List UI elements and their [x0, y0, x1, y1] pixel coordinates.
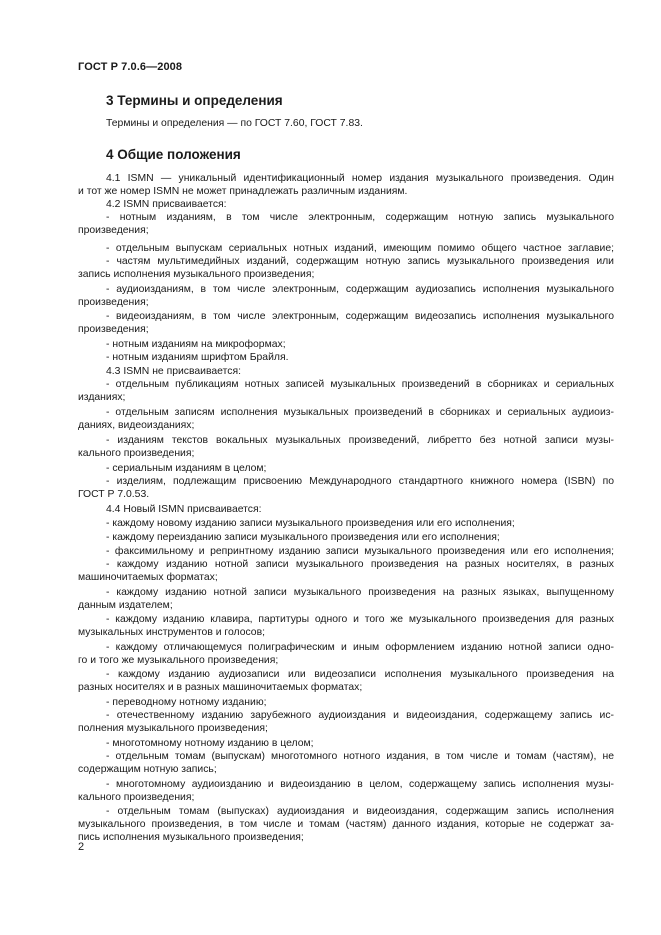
list-item-line: - каждому изданию нотной записи музыкального произведения на разных носителях, в разных — [106, 559, 614, 570]
list-item-line: - изданиям текстов вокальных музыкальных произведений, либретто без нотной записи музы- — [106, 435, 614, 446]
list-item-line: произведения; — [78, 324, 149, 335]
list-item-line: - отдельным выпускам сериальных нотных изданий, имеющим помимо общего частное заглавие; — [106, 243, 614, 254]
list-item-line: произведения; — [78, 225, 149, 236]
list-item-line: музыкальных инструментов и голосов; — [78, 627, 265, 638]
section-4-heading: 4 Общие положения — [106, 147, 241, 162]
list-item-line: - каждому изданию нотной записи музыкального произведения на разных языках, выпущенному — [106, 587, 614, 598]
list-item-line: - частям мультимедийных изданий, содержащим нотную запись музыкального произведения или — [106, 256, 614, 267]
list-item-line: - сериальным изданиям в целом; — [106, 463, 267, 474]
paragraph-line: и тот же номер ISMN не может принадлежать различным изданиям. — [78, 186, 408, 197]
list-item-line: - многотомному нотному изданию в целом; — [106, 738, 314, 749]
section-3-heading: 3 Термины и определения — [106, 93, 283, 108]
list-item-line: кального произведения; — [78, 448, 195, 459]
list-item-line: го и того же музыкального произведения; — [78, 655, 279, 666]
list-item-line: - отдельным записям исполнения музыкальных произведений в сборниках и сериальных аудиоиз- — [106, 407, 614, 418]
paragraph-line: 4.2 ISMN присваивается: — [106, 199, 227, 210]
list-item-line: - аудиоизданиям, в том числе электронным, содержащим аудиозапись исполнения музыкального — [106, 284, 614, 295]
list-item-line: - каждому изданию аудиозаписи или видеозаписи исполнения музыкального произведения на — [106, 669, 614, 680]
list-item-line: запись исполнения музыкального произведения; — [78, 269, 315, 280]
paragraph-line: 4.1 ISMN — уникальный идентификационный номер издания музыкального произведения. Один — [106, 173, 614, 184]
list-item-line: - каждому переизданию записи музыкального произведения или его исполнения; — [106, 532, 500, 543]
paragraph-line: 4.3 ISMN не присваивается: — [106, 366, 241, 377]
list-item-line: даниях, видеоизданиях; — [78, 420, 195, 431]
list-item-line: - изделиям, подлежащим присвоению Международного стандартного книжного номера (ISBN) по — [106, 476, 614, 487]
list-item-line: - нотным изданиям шрифтом Брайля. — [106, 352, 289, 363]
list-item-line: полнения музыкального произведения; — [78, 723, 268, 734]
list-item-line: - отдельным томам (выпускам) многотомного нотного издания, в том числе и томам (частям), не — [106, 751, 614, 762]
list-item-line: пись исполнения музыкального произведения; — [78, 832, 304, 843]
list-item-line: - каждому изданию клавира, партитуры одного и того же музыкального произведения для разных — [106, 614, 614, 625]
list-item-line: - нотным изданиям на микроформах; — [106, 339, 286, 350]
list-item-line: - отечественному изданию зарубежного аудиоиздания и видеоиздания, содержащему запись ис- — [106, 710, 614, 721]
list-item-line: - отдельным публикациям нотных записей музыкальных произведений в сборниках и сериальных — [106, 379, 614, 390]
list-item-line: - нотным изданиям, в том числе электронным, содержащим нотную запись музыкального — [106, 212, 614, 223]
list-item-line: - многотомному аудиоизданию и видеоизданию в целом, содержащему запись исполнения музы- — [106, 779, 614, 790]
list-item-line: данным издателем; — [78, 600, 173, 611]
list-item-line: - переводному нотному изданию; — [106, 697, 267, 708]
list-item-line: кального произведения; — [78, 792, 195, 803]
list-item-line: - факсимильному и репринтному изданию записи музыкального произведения или его исполнения; — [106, 546, 614, 557]
list-item-line: - каждому отличающемуся полиграфическим и иным оформлением изданию нотной записи одно- — [106, 642, 614, 653]
page-number: 2 — [78, 841, 85, 853]
list-item-line: - каждому новому изданию записи музыкального произведения или его исполнения; — [106, 518, 515, 529]
section-3-text: Термины и определения — по ГОСТ 7.60, ГОСТ 7.83. — [106, 118, 363, 129]
list-item-line: произведения; — [78, 297, 149, 308]
paragraph-line: 4.4 Новый ISMN присваивается: — [106, 504, 262, 515]
list-item-line: - отдельным томам (выпусках) аудиоиздания и видеоиздания, содержащим запись исполнения — [106, 806, 614, 817]
list-item-line: музыкального произведения, в том числе и томам (частям) данного издания, которые не содержат за- — [78, 819, 614, 830]
list-item-line: разных носителях и в разных машиночитаемых форматах; — [78, 682, 363, 693]
list-item-line: машиночитаемых форматах; — [78, 572, 218, 583]
list-item-line: изданиях; — [78, 392, 126, 403]
list-item-line: содержащим нотную запись; — [78, 764, 217, 775]
document-header: ГОСТ Р 7.0.6—2008 — [78, 61, 183, 73]
list-item-line: - видеоизданиям, в том числе электронным, содержащим видеозапись исполнения музыкального — [106, 311, 614, 322]
list-item-line: ГОСТ Р 7.0.53. — [78, 489, 150, 500]
